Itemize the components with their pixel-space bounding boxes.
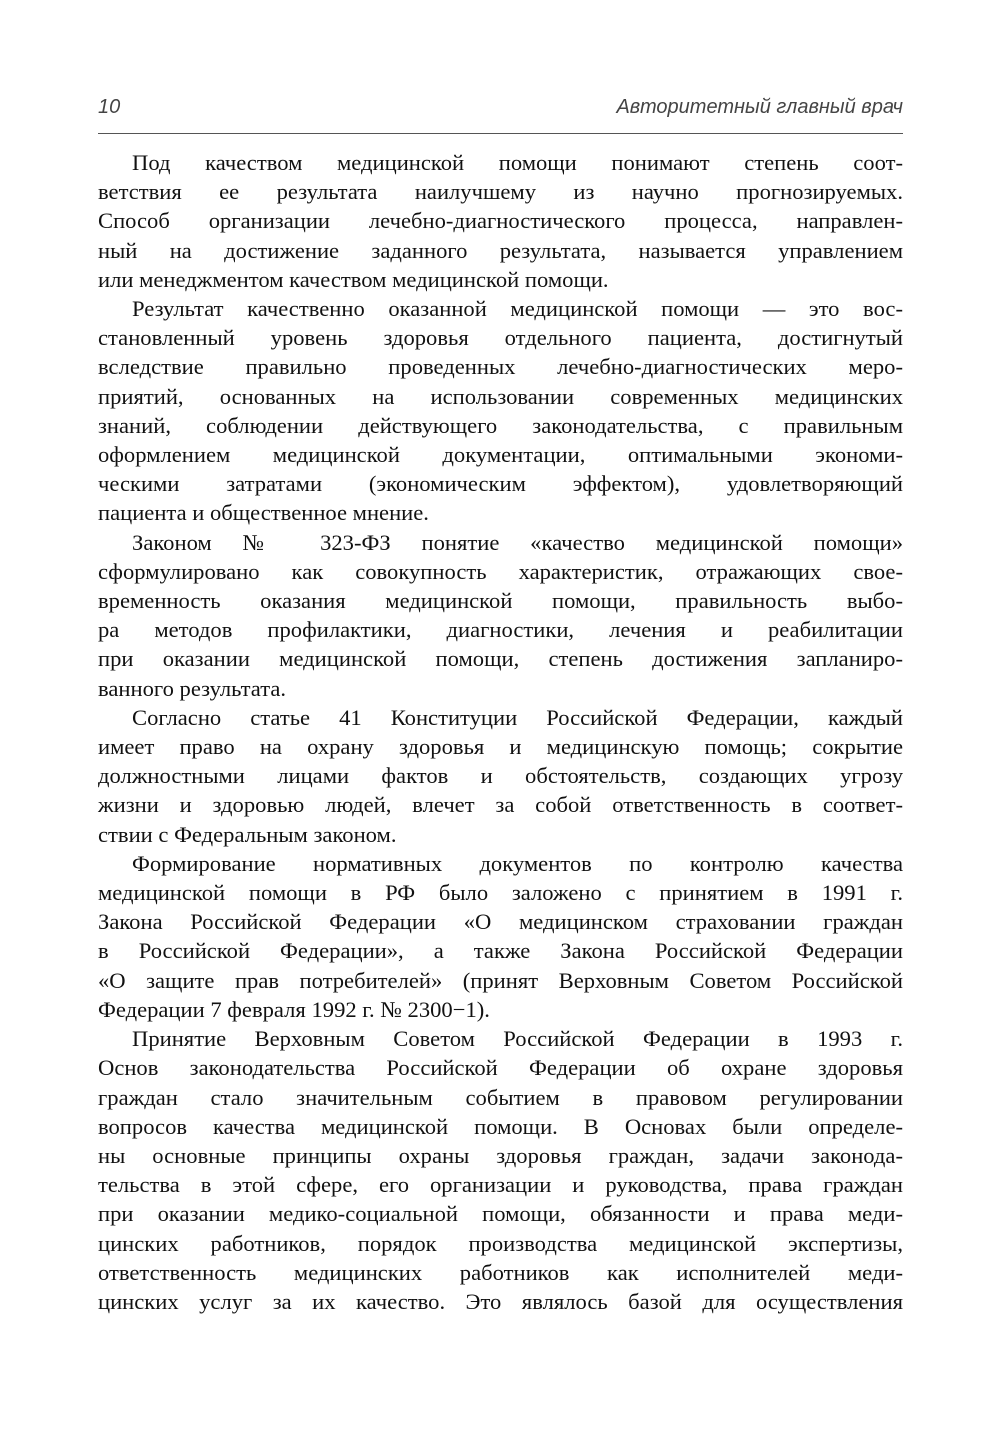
text-line: ответственность медицинских работников как исполнителей меди- xyxy=(98,1259,903,1285)
text-line: или менеджментом качеством медицинской помощи. xyxy=(98,266,609,292)
text-line: Законом № 323-ФЗ понятие «качество медицинской помощи» xyxy=(132,529,903,555)
text-line: ны основные принципы охраны здоровья граждан, задачи законода- xyxy=(98,1142,903,1168)
text-line: пациента и общественное мнение. xyxy=(98,500,429,526)
text-line: Согласно статье 41 Конституции Российской Федерации, каждый xyxy=(132,704,903,730)
text-line: Закона Российской Федерации «О медицинском страховании граждан xyxy=(98,909,903,935)
running-title: Авторитетный главный врач xyxy=(616,96,903,118)
text-line: Под качеством медицинской помощи понимают степень соот- xyxy=(132,150,903,175)
text-line: приятий, основанных на использовании современных медицинских xyxy=(98,383,903,409)
text-line: ванного результата. xyxy=(98,675,287,701)
text-line: сформулировано как совокупность характеристик, отражающих свое- xyxy=(98,558,903,584)
paragraph xyxy=(98,148,903,294)
text-line: Формирование нормативных документов по контролю качества xyxy=(132,850,903,876)
text-line: Основ законодательства Российской Федерации об охране здоровья xyxy=(98,1055,903,1081)
text-line: цинских работников, порядок производства медицинской экспертизы, xyxy=(98,1230,903,1256)
text-line: вследствие правильно проведенных лечебно-диагностических меро- xyxy=(98,354,903,380)
text-line: Способ организации лечебно-диагностического процесса, направлен- xyxy=(98,208,903,234)
text-line: ный на достижение заданного результата, называется управлением xyxy=(98,237,903,263)
text-line: при оказании медико-социальной помощи, обязанности и права меди- xyxy=(98,1201,903,1227)
paragraph xyxy=(98,703,903,849)
text-line: ствии с Федеральным законом. xyxy=(98,821,397,847)
header-rule xyxy=(98,133,903,134)
paragraph xyxy=(98,849,903,1024)
text-line: должностными лицами фактов и обстоятельств, создающих угрозу xyxy=(98,763,903,789)
text-line: временность оказания медицинской помощи, правильность выбо- xyxy=(98,588,903,614)
text-line: ветствия ее результата наилучшему из научно прогнозируемых. xyxy=(98,179,903,205)
text-line: в Российской Федерации», а также Закона Российской Федерации xyxy=(98,938,903,964)
text-line: Федерации 7 февраля 1992 г. № 2300−1). xyxy=(98,996,490,1022)
text-line: цинских услуг за их качество. Это являлось базой для осуществления xyxy=(98,1288,903,1314)
text-line: Результат качественно оказанной медицинской помощи — это вос- xyxy=(132,296,903,322)
text-line: Принятие Верховным Советом Российской Федерации в 1993 г. xyxy=(132,1026,903,1052)
text-line: жизни и здоровью людей, влечет за собой ответственность в соответ- xyxy=(98,792,903,818)
paragraph xyxy=(98,1024,903,1316)
text-line: «О защите прав потребителей» (принят Верховным Советом Российской xyxy=(98,967,903,993)
paragraph xyxy=(98,294,903,528)
text-line: при оказании медицинской помощи, степень достижения запланиро- xyxy=(98,646,903,672)
text-line: ра методов профилактики, диагностики, лечения и реабилитации xyxy=(98,617,903,643)
text-line: имеет право на охрану здоровья и медицинскую помощь; сокрытие xyxy=(98,734,903,760)
text-line: становленный уровень здоровья отдельного пациента, достигнутый xyxy=(98,325,903,351)
page-number: 10 xyxy=(98,96,121,118)
body-text xyxy=(98,148,903,1316)
text-line: оформлением медицинской документации, оптимальными экономи- xyxy=(98,442,903,468)
text-line: вопросов качества медицинской помощи. В Основах были определе- xyxy=(98,1113,903,1139)
text-line: граждан стало значительным событием в правовом регулировании xyxy=(98,1084,903,1110)
text-line: тельства в этой сфере, его организации и руководства, права граждан xyxy=(98,1172,903,1198)
text-line: знаний, соблюдении действующего законодательства, с правильным xyxy=(98,412,903,438)
text-line: медицинской помощи в РФ было заложено с принятием в 1991 г. xyxy=(98,880,903,906)
paragraph xyxy=(98,528,903,703)
running-header xyxy=(98,96,903,130)
text-line: ческими затратами (экономическим эффектом), удовлетворяющий xyxy=(98,471,903,497)
